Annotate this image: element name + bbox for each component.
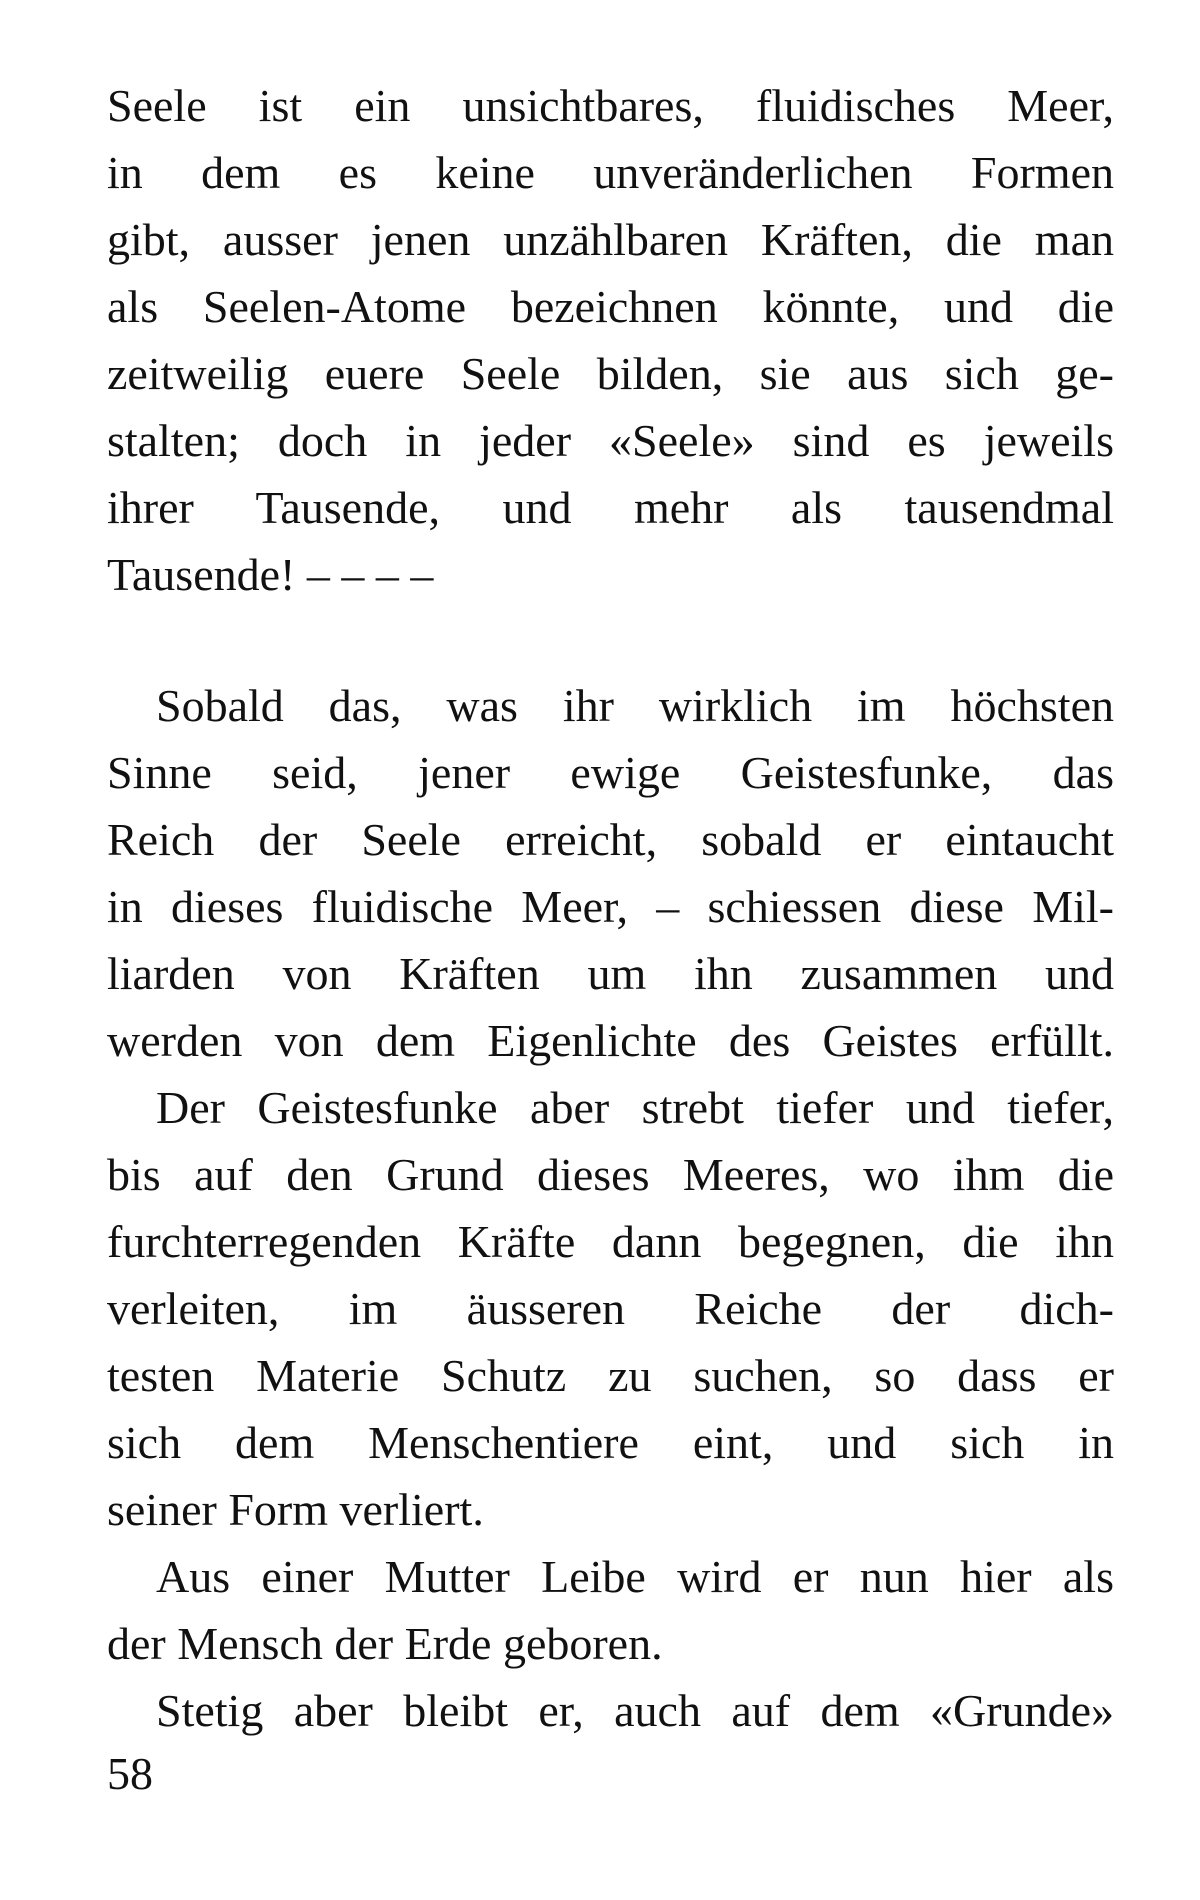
text-line: Reich der Seele erreicht, sobald er eintaucht	[107, 814, 1114, 865]
text-line: gibt, ausser jenen unzählbaren Kräften, die man	[107, 214, 1114, 265]
paragraph-1	[107, 72, 1114, 608]
paragraph-2	[107, 672, 1114, 1744]
text-line: in dem es keine unveränderlichen Formen	[107, 147, 1114, 198]
text-line: zeitweilig euere Seele bilden, sie aus sich ge-	[107, 348, 1114, 399]
text-line: Tausende! – – – –	[107, 549, 434, 600]
text-line: als Seelen-Atome bezeichnen könnte, und die	[107, 281, 1114, 332]
text-line: sich dem Menschentiere eint, und sich in	[107, 1417, 1114, 1468]
text-line: seiner Form verliert.	[107, 1484, 484, 1535]
text-line: stalten; doch in jeder «Seele» sind es jeweils	[107, 415, 1114, 466]
text-line: ihrer Tausende, und mehr als tausendmal	[107, 482, 1114, 533]
text-line: testen Materie Schutz zu suchen, so dass er	[107, 1350, 1114, 1401]
text-line: Der Geistesfunke aber strebt tiefer und tiefer,	[156, 1082, 1114, 1133]
text-line: Aus einer Mutter Leibe wird er nun hier als	[156, 1551, 1114, 1602]
text-line: werden von dem Eigenlichte des Geistes erfüllt.	[107, 1015, 1114, 1066]
text-line: Sinne seid, jener ewige Geistesfunke, das	[107, 747, 1114, 798]
text-line: verleiten, im äusseren Reiche der dich-	[107, 1283, 1114, 1334]
text-line: Stetig aber bleibt er, auch auf dem «Grunde»	[156, 1685, 1114, 1736]
text-line: in dieses fluidische Meer, – schiessen diese Mil-	[107, 881, 1114, 932]
text-line: der Mensch der Erde geboren.	[107, 1618, 663, 1669]
text-line: bis auf den Grund dieses Meeres, wo ihm die	[107, 1149, 1114, 1200]
text-line: liarden von Kräften um ihn zusammen und	[107, 948, 1114, 999]
page-number: 58	[107, 1748, 153, 1799]
text-line: Seele ist ein unsichtbares, fluidisches Meer,	[107, 80, 1114, 131]
text-line: Sobald das, was ihr wirklich im höchsten	[156, 680, 1114, 731]
text-line: furchterregenden Kräfte dann begegnen, die ihn	[107, 1216, 1114, 1267]
